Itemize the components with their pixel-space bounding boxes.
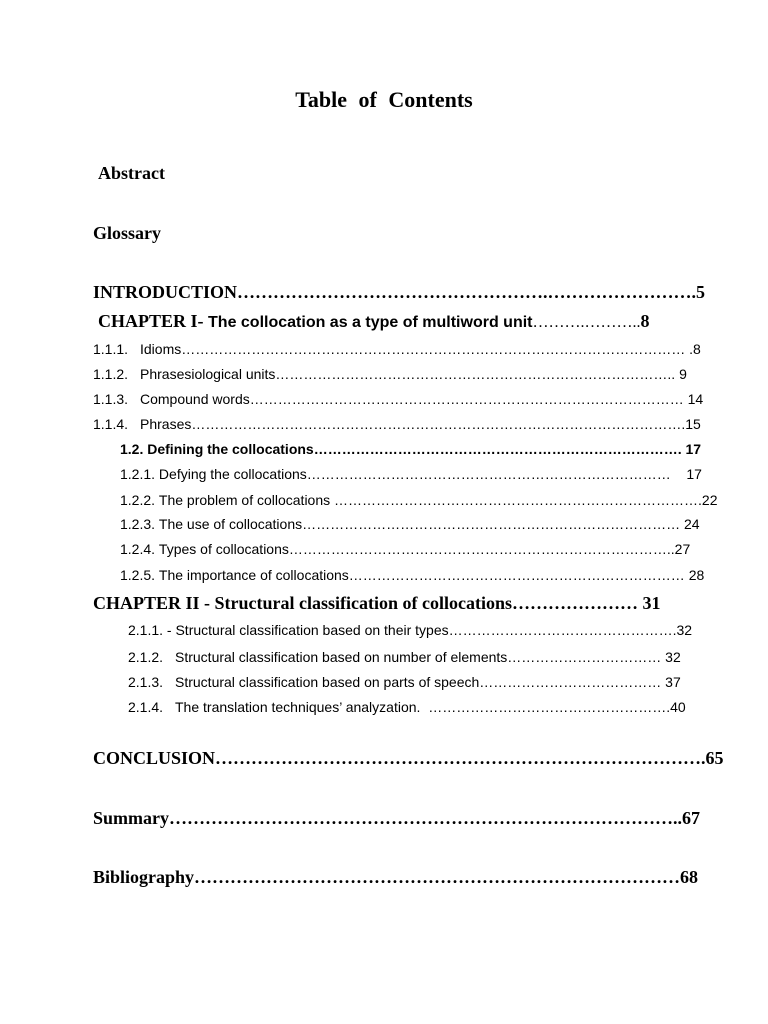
toc-entry-label: The use of collocations [158,516,303,532]
toc-entry-1-1-4 [93,416,701,433]
toc-entry-label: Abstract [98,163,165,183]
page-number: 31 [642,593,661,613]
dot-leader: ………………………………………………………………………. [215,748,706,768]
page-number: 8 [693,341,701,357]
page-number: 14 [687,391,704,407]
page-number: 5 [696,282,706,302]
dot-leader: …………………………… [507,649,666,665]
toc-entry-abstract [98,162,165,184]
toc-entry-glossary [93,222,161,244]
toc-entry-1-1-2 [93,366,687,383]
dot-leader: ……….……….. [532,314,641,331]
toc-entry-label: The problem of collocations [158,492,335,508]
page-number: 37 [665,674,681,690]
toc-entry-label: Phrasesiological units [140,366,276,382]
toc-entry-label: Idioms [140,341,182,357]
dot-leader: ……………………………………………………………… [348,567,689,583]
toc-entry-1-1-3 [93,391,703,408]
toc-entry-1-2-4 [120,541,690,558]
dot-leader: ……………………………………………. [420,699,671,715]
page-number: 40 [670,699,686,715]
toc-entry-1-2-5 [120,567,704,584]
page-number: 67 [682,808,700,828]
toc-entry-conclusion [93,747,724,769]
toc-entry-bibliography [93,866,698,888]
page-title [0,87,768,113]
dot-leader: ……………………………………………………………………. [334,492,702,508]
page-number: 9 [679,366,687,382]
section-number: 2.1.1. [128,622,164,638]
page-number: 68 [680,867,699,887]
toc-entry-label: Types of collocations [158,541,289,557]
toc-entry-label: The translation techniques’ analyzation. [175,699,421,715]
page-number: 32 [676,622,693,638]
section-number: 1.1.1. [93,341,129,357]
toc-entry-1-2-1 [120,466,702,483]
section-number: 1.1.4. [93,416,129,432]
page-number: 27 [674,541,691,557]
toc-entry-label: The importance of collocations [158,567,349,583]
page-number: 22 [701,492,718,508]
toc-entry-label: Structural classification based on parts of speech [175,674,480,690]
dot-leader: ……………………………………………………………………………………………… . [181,341,694,357]
dot-leader: ……………………………………………………………………… [302,516,685,532]
toc-entry-label: INTRODUCTION [93,282,238,302]
section-number: 2.1.2. [128,649,164,665]
toc-entry-chapter-1 [98,310,649,334]
dot-leader: …………………………………………….……………………. [237,282,697,302]
toc-entry-2-1-2 [128,649,681,666]
dot-leader: ………………………………………………………………………….. [169,808,682,828]
toc-entry-summary [93,807,700,829]
page-number: 32 [665,649,681,665]
toc-entry-label: Defining the collocations [147,441,314,457]
toc-entry-label: Structural classification based on number of elements [175,649,508,665]
dot-leader: ………………………………………………………………………….. [275,366,680,382]
section-number: 1.2.5. [120,567,156,583]
toc-entry-chapter-2 [93,592,660,614]
section-number: 1.2.4. [120,541,156,557]
section-number: 1.2.2. [120,492,156,508]
dot-leader: ……………………………………………………………………… [194,867,681,887]
toc-entry-2-1-1 [128,622,692,639]
toc-entry-label: Summary [93,808,169,828]
chapter-prefix: CHAPTER I- [98,311,209,331]
toc-entry-label: Bibliography [93,867,195,887]
dot-leader: ……………………………………………………………………………………………. [191,416,686,432]
toc-entry-label: CONCLUSION [93,748,216,768]
toc-entry-label: - Structural classification based on their types [166,622,449,638]
toc-entry-label: Phrases [140,416,192,432]
page-number: 24 [684,516,700,532]
page-title-text: Table of Contents [295,87,473,112]
dot-leader: …………………………………………………………………… [306,466,687,482]
toc-entry-label: Glossary [93,223,162,243]
toc-entry-label: The collocation as a type of multiword unit [208,314,533,331]
page-number: 28 [688,567,705,583]
toc-entry-1-1-1 [93,341,701,358]
toc-entry-1-2 [120,441,701,458]
dot-leader: …………………………………………. [448,622,677,638]
page-number: 15 [685,416,701,432]
dot-leader: ……………………………………………………………………. [313,441,686,457]
dot-leader: ………………… [511,593,643,613]
section-number: 1.2.1. [120,466,156,482]
page-number: 17 [685,441,702,457]
toc-entry-label: Defying the collocations [158,466,307,482]
toc-entry-2-1-3 [128,674,681,691]
page-number: 17 [686,466,702,482]
toc-entry-1-2-3 [120,516,700,533]
section-number: 1.2. [120,441,144,457]
section-number: 1.1.3. [93,391,129,407]
section-number: 1.1.2. [93,366,129,382]
section-number: 1.2.3. [120,516,156,532]
page-number: 8 [640,311,650,331]
section-number: 2.1.3. [128,674,164,690]
toc-entry-introduction [93,281,705,303]
section-number: 2.1.4. [128,699,164,715]
dot-leader: ……………………………………………………………………….. [288,541,675,557]
toc-entry-2-1-4 [128,699,686,716]
dot-leader: ………………………………… [479,674,666,690]
dot-leader: ………………………………………………………………………………… [249,391,688,407]
toc-entry-label: Compound words [140,391,250,407]
toc-entry-1-2-2 [120,492,717,509]
toc-entry-label: CHAPTER II - Structural classification of collocations [93,593,512,613]
page-number: 65 [705,748,724,768]
